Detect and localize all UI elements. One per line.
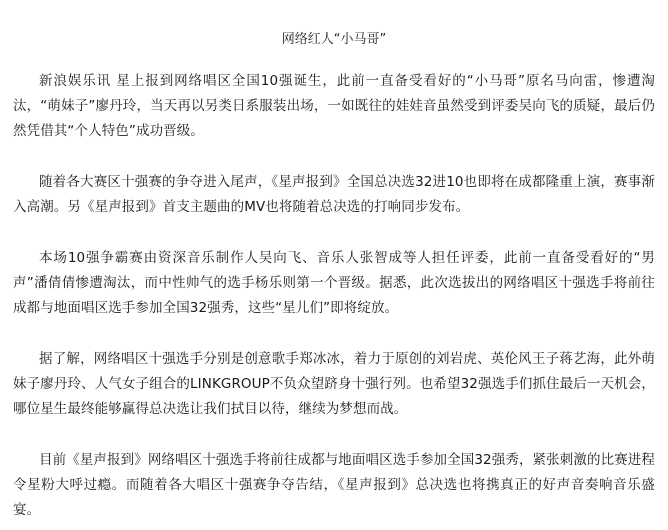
article-title: 网络红人“小马哥” bbox=[281, 32, 387, 47]
paragraph: 本场10强争霸赛由资深音乐制作人吴向飞、音乐人张智成等人担任评委，此前一直备受看好的“男声”潘倩倩惨遭淘汰，而中性帅气的选手杨乐则第一个晋级。据悉，此次选拔出的网络唱区十强选手将前往成都与地面唱区选手参加全国32强秀，这些“星儿们”即将绽放。 bbox=[13, 250, 655, 316]
paragraph: 新浪娱乐讯 星上报到网络唱区全国10强诞生，此前一直备受看好的“小马哥”原名马向雷，惨遭淘汰，“萌妹子”廖丹玲，当天再以另类日系服装出场，一如既往的娃娃音虽然受到评委吴向飞的质疑，最后仍然凭借其“个人特色”成功晋级。 bbox=[13, 73, 655, 139]
article-body bbox=[13, 69, 655, 523]
paragraph: 随着各大赛区十强赛的争夺进入尾声，《星声报到》全国总决选32进10也即将在成都隆重上演，赛事渐入高潮。另《星声报到》首支主题曲的MV也将随着总决选的打响同步发布。 bbox=[13, 174, 655, 215]
paragraph: 目前《星声报到》网络唱区十强选手将前往成都与地面唱区选手参加全国32强秀，紧张刺激的比赛进程令星粉大呼过瘾。而随着各大唱区十强赛争夺告结，《星声报到》总决选也将携真正的好声音奏响音乐盛宴。 bbox=[13, 452, 655, 518]
paragraph: 据了解，网络唱区十强选手分别是创意歌手郑冰冰，着力于原创的刘岩虎、英伦风王子蒋艺海，此外萌妹子廖丹玲、人气女子组合的LINKGROUP不负众望跻身十强行列。也希望32强选手们抓住最后一天机会，哪位星生最终能够赢得总决选让我们拭目以待，继续为梦想而战。 bbox=[13, 351, 655, 417]
